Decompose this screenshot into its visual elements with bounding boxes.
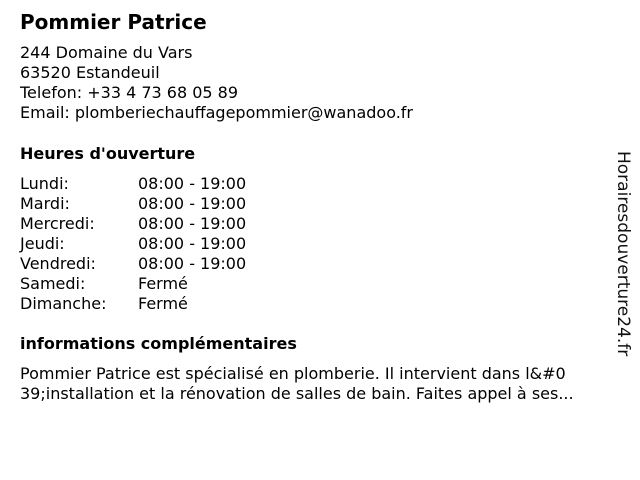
- phone-line: Telefon: +33 4 73 68 05 89: [20, 83, 239, 102]
- hours-heading: Heures d'ouverture: [20, 144, 196, 163]
- time-value: 08:00 - 19:00: [138, 214, 247, 233]
- day-label: Lundi:: [20, 174, 69, 193]
- hours-row-saturday: [20, 274, 246, 294]
- day-label: Vendredi:: [20, 254, 96, 273]
- hours-row-friday: [20, 254, 246, 274]
- business-name: Pommier Patrice: [20, 10, 207, 34]
- day-label: Jeudi:: [20, 234, 65, 253]
- day-label: Dimanche:: [20, 294, 107, 313]
- hours-row-monday: [20, 174, 246, 194]
- description-line: 39;installation et la rénovation de salles de bain. Faites appel à ses...: [20, 384, 574, 403]
- day-label: Mardi:: [20, 194, 70, 213]
- hours-row-thursday: [20, 234, 246, 254]
- site-watermark: Horairesdouverture24.fr: [613, 151, 633, 357]
- time-value: 08:00 - 19:00: [138, 254, 247, 273]
- email-line: Email: plomberiechauffagepommier@wanadoo.fr: [20, 103, 413, 122]
- time-value: 08:00 - 19:00: [138, 194, 247, 213]
- time-value: Fermé: [138, 294, 188, 313]
- business-description: [20, 364, 625, 404]
- time-value: 08:00 - 19:00: [138, 174, 247, 193]
- day-label: Samedi:: [20, 274, 86, 293]
- address-street: 244 Domaine du Vars: [20, 43, 193, 62]
- time-value: Fermé: [138, 274, 188, 293]
- hours-row-tuesday: [20, 194, 246, 214]
- day-label: Mercredi:: [20, 214, 95, 233]
- address-city: 63520 Estandeuil: [20, 63, 160, 82]
- hours-table: [20, 174, 246, 314]
- info-heading: informations complémentaires: [20, 334, 297, 353]
- time-value: 08:00 - 19:00: [138, 234, 247, 253]
- hours-row-sunday: [20, 294, 246, 314]
- contact-block: [20, 43, 413, 123]
- description-line: Pommier Patrice est spécialisé en plomberie. Il intervient dans l&#0: [20, 364, 566, 383]
- hours-row-wednesday: [20, 214, 246, 234]
